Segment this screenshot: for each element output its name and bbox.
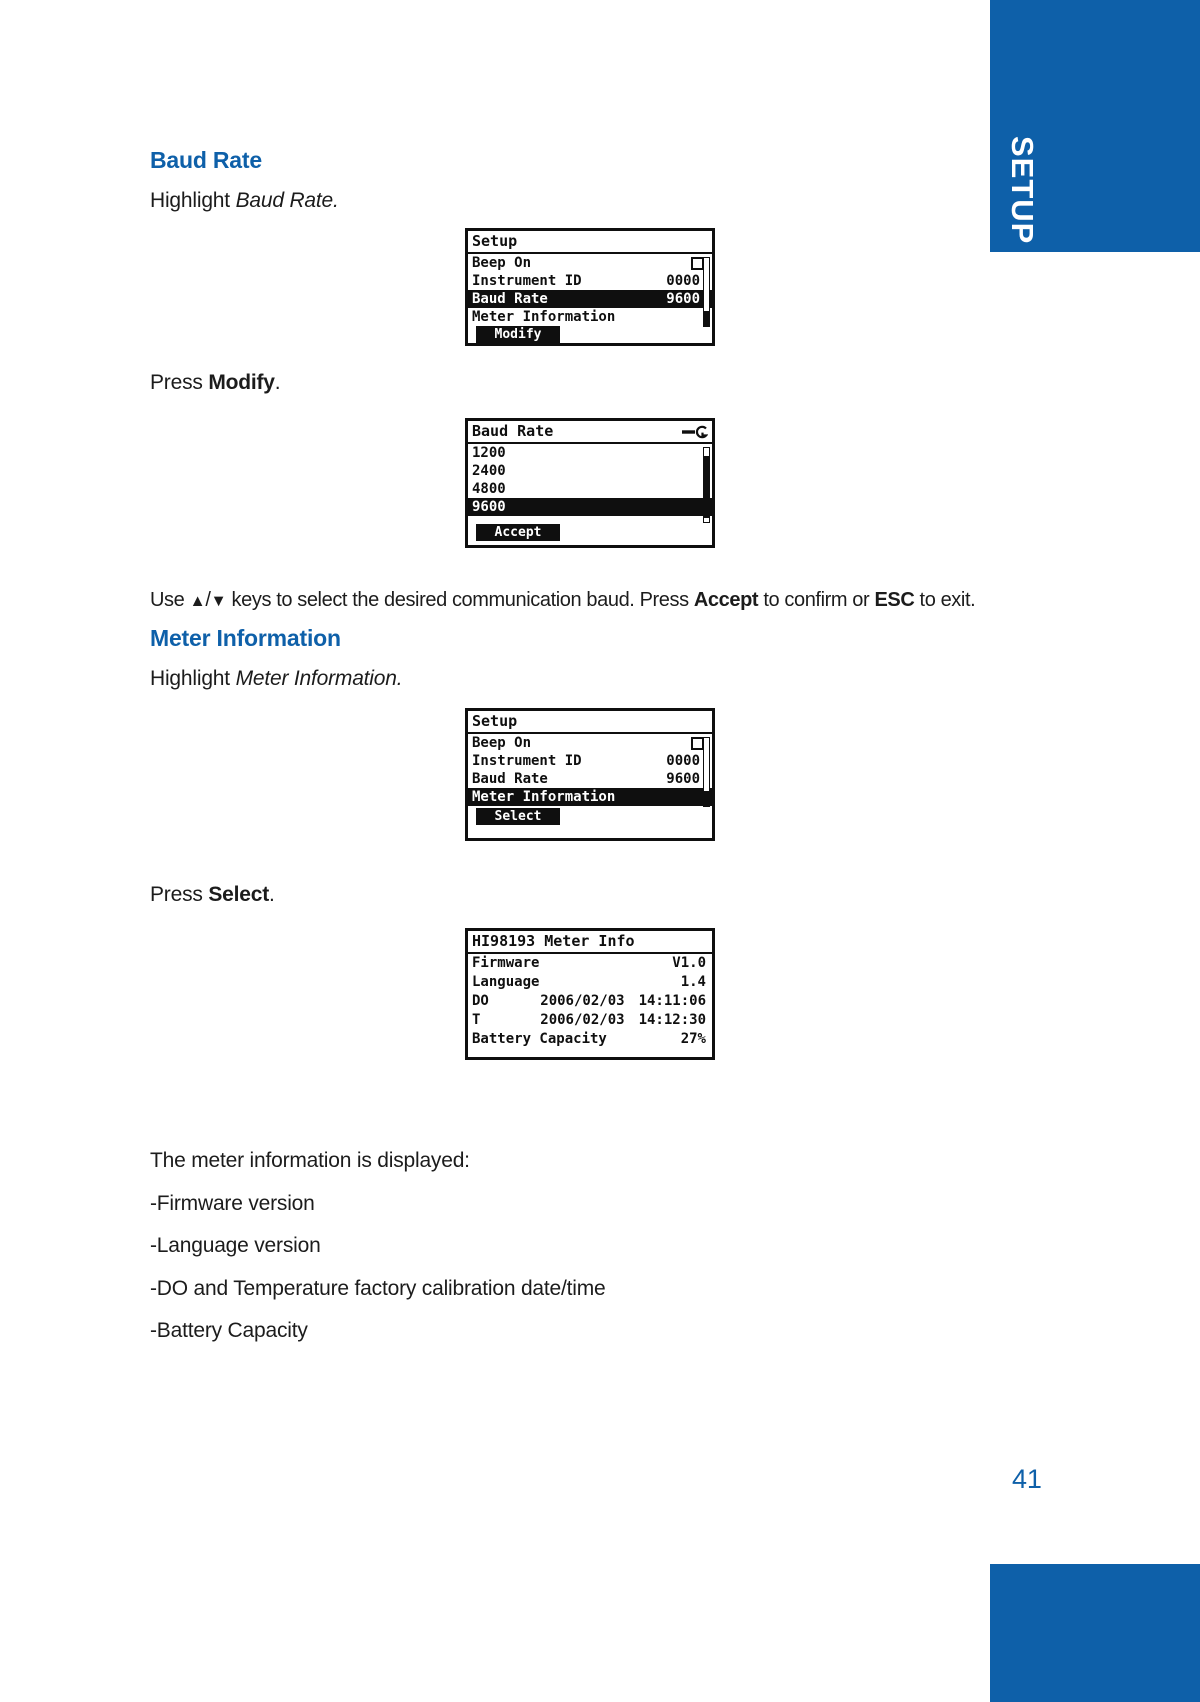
press-select-line — [150, 883, 275, 907]
lcd-row-meter-information-selected — [468, 788, 712, 806]
row-label: 9600 — [472, 499, 506, 515]
lcd-scroll-thumb — [704, 311, 709, 326]
modify-softkey: Modify — [476, 326, 560, 343]
lcd-title-text: Baud Rate — [472, 422, 554, 440]
row-label: Language — [472, 974, 540, 990]
row-label: Meter Information — [472, 309, 616, 325]
modify-bold: Modify — [208, 371, 275, 394]
row-right — [681, 1030, 706, 1049]
use-end: to exit. — [914, 589, 976, 611]
row-label: T — [472, 1012, 481, 1028]
row-value: 9600 — [666, 771, 700, 787]
row-label: Firmware — [472, 955, 540, 971]
select-softkey: Select — [476, 808, 560, 825]
row-right — [540, 992, 706, 1011]
highlight-meter-line — [150, 667, 402, 691]
lcd-row-instrument-id — [468, 272, 712, 290]
down-arrow-key-icon: ▼ — [210, 592, 227, 610]
info-item-calibration: -DO and Temperature factory calibration date/time — [150, 1276, 606, 1300]
lcd-title-bar — [468, 931, 712, 954]
lcd-row-baud-4800 — [468, 480, 712, 498]
use-mid: keys to select the desired communication baud. Press — [226, 589, 694, 611]
row-value: 1.4 — [680, 974, 706, 990]
lcd-setup-meter-screen — [465, 708, 715, 841]
page-number: 41 — [1012, 1464, 1042, 1494]
lcd-title-bar — [468, 711, 712, 734]
lcd-title-text: HI98193 Meter Info — [472, 932, 635, 950]
lcd-row-do-calibration — [468, 992, 712, 1011]
row-label: 4800 — [472, 481, 506, 497]
lcd-title-bar — [468, 231, 712, 254]
info-intro: The meter information is displayed: — [150, 1149, 470, 1172]
row-right — [672, 954, 706, 973]
baud-rate-italic: Baud Rate. — [235, 189, 339, 212]
use-pre: Use — [150, 589, 190, 611]
lcd-row-baud-1200 — [468, 444, 712, 462]
lcd-scrollbar — [703, 257, 710, 327]
row-value: 27% — [680, 1031, 706, 1047]
row-label: Beep On — [472, 735, 532, 751]
up-arrow-key-icon: ▲ — [189, 592, 206, 610]
baud-rate-heading: Baud Rate — [150, 147, 262, 173]
lcd-row-baud-rate-selected — [468, 290, 712, 308]
footer-tab — [990, 1564, 1200, 1702]
highlight-prefix: Highlight — [150, 189, 236, 212]
lcd-scrollbar — [703, 447, 710, 523]
row-label: 1200 — [472, 445, 506, 461]
accept-bold: Accept — [693, 589, 759, 611]
row-date: 2006/02/03 — [540, 1012, 625, 1028]
lcd-baud-rate-screen — [465, 418, 715, 548]
highlight-baud-line — [150, 189, 339, 213]
section-tab-label: SETUP — [1005, 135, 1040, 244]
esc-bold: ESC — [874, 589, 915, 611]
select-bold: Select — [208, 883, 270, 906]
info-item-language: -Language version — [150, 1234, 321, 1257]
row-label: Meter Information — [472, 789, 616, 805]
row-label: Instrument ID — [472, 753, 582, 769]
lcd-row-temp-calibration — [468, 1011, 712, 1030]
lcd-row-instrument-id — [468, 752, 712, 770]
period: . — [274, 371, 281, 394]
row-label: 2400 — [472, 463, 506, 479]
meter-information-italic: Meter Information. — [235, 667, 403, 690]
lcd-setup-baud-screen — [465, 228, 715, 346]
row-value: 0000 — [666, 753, 700, 769]
use-mid2: to confirm or — [758, 589, 875, 611]
row-right — [540, 1011, 706, 1030]
row-value: 14:11:06 — [638, 993, 706, 1009]
lcd-row-language — [468, 973, 712, 992]
row-value: 0000 — [666, 273, 700, 289]
info-item-firmware: -Firmware version — [150, 1191, 315, 1215]
row-right — [681, 973, 706, 992]
row-label: Battery Capacity — [472, 1031, 607, 1047]
row-label: Instrument ID — [472, 273, 582, 289]
lcd-scrollbar — [703, 737, 710, 807]
meter-info-summary — [150, 1140, 606, 1353]
row-value: 9600 — [666, 291, 700, 307]
row-date: 2006/02/03 — [540, 993, 625, 1009]
lcd-scroll-thumb — [704, 791, 709, 806]
section-tab — [990, 0, 1200, 252]
lcd-row-firmware — [468, 954, 712, 973]
lcd-row-baud-2400 — [468, 462, 712, 480]
slash: / — [205, 589, 211, 611]
modify-key-icon — [682, 425, 708, 439]
lcd-row-meter-information — [468, 308, 712, 326]
lcd-scroll-thumb — [704, 456, 709, 518]
row-label: Beep On — [472, 255, 532, 271]
press-prefix: Press — [150, 371, 209, 394]
period: . — [269, 883, 275, 906]
info-item-battery: -Battery Capacity — [150, 1319, 308, 1342]
lcd-meter-info-screen — [465, 928, 715, 1060]
accept-softkey: Accept — [476, 524, 560, 541]
row-label: DO — [472, 993, 489, 1009]
lcd-row-beep-on — [468, 254, 712, 272]
meter-information-heading: Meter Information — [150, 625, 341, 651]
row-label: Baud Rate — [472, 771, 548, 787]
row-value: V1.0 — [672, 955, 706, 971]
row-label: Baud Rate — [472, 291, 548, 307]
lcd-row-baud-rate — [468, 770, 712, 788]
lcd-title-text: Setup — [472, 712, 518, 730]
press-prefix: Press — [150, 883, 209, 906]
press-modify-line — [150, 371, 280, 395]
highlight-prefix: Highlight — [150, 667, 236, 690]
row-value: 14:12:30 — [638, 1012, 706, 1028]
use-keys-line — [150, 589, 975, 612]
lcd-row-baud-9600-selected — [468, 498, 712, 516]
lcd-row-battery-capacity — [468, 1030, 712, 1049]
lcd-title-text: Setup — [472, 232, 518, 250]
lcd-title-bar — [468, 421, 712, 444]
lcd-row-beep-on — [468, 734, 712, 752]
